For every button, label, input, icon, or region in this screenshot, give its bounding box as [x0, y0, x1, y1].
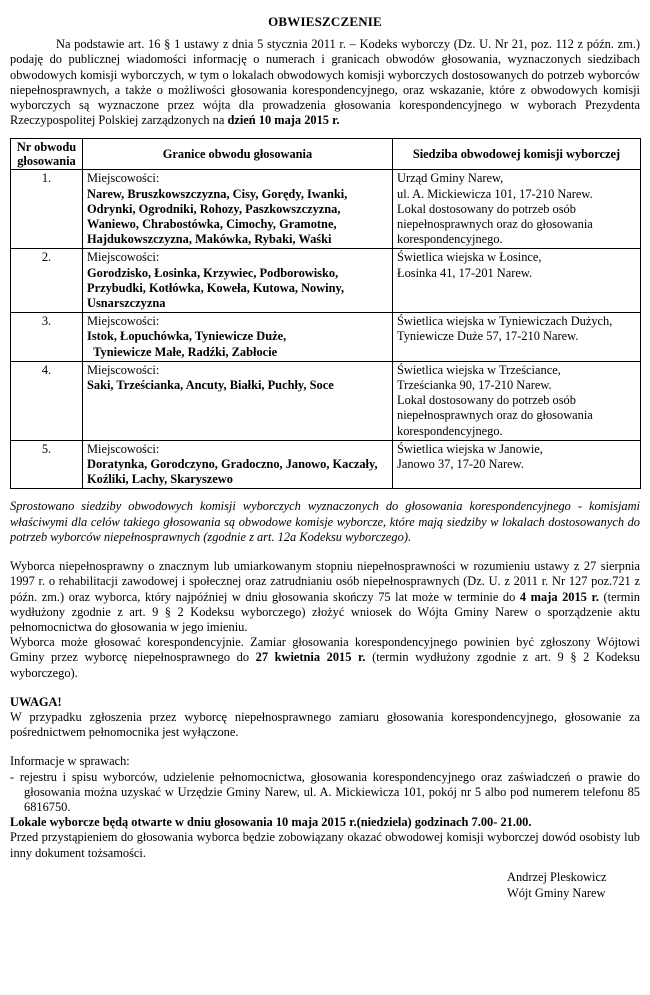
district-seat: Świetlica wiejska w Janowie, Janowo 37, 17-20 Narew.: [393, 440, 641, 489]
table-row: [11, 170, 641, 249]
district-bounds: [83, 170, 393, 249]
table-header-row: [11, 139, 641, 170]
district-number: 5.: [11, 440, 83, 489]
table-row: [11, 313, 641, 362]
district-seat: Świetlica wiejska w Łosince, Łosinka 41, 17-201 Narew.: [393, 249, 641, 313]
district-seat: Świetlica wiejska w Tyniewiczach Dużych, Tyniewicze Duże 57, 17-210 Narew.: [393, 313, 641, 362]
warning-title: UWAGA!: [10, 694, 62, 709]
signature-name: Andrzej Pleskowicz: [507, 869, 607, 884]
district-bounds: [83, 361, 393, 440]
postal-vote-paragraph: [10, 635, 640, 681]
info-heading: Informacje w sprawach:: [10, 754, 130, 769]
district-seat: Urząd Gminy Narew, ul. A. Mickiewicza 101, 17-210 Narew. Lokal dostosowany do potrzeb osób niepełnosprawnych oraz do głosowania korespondencyjnego.: [393, 170, 641, 249]
signature-block: [507, 869, 640, 901]
district-number: 4.: [11, 361, 83, 440]
header-granice: Granice obwodu głosowania: [83, 139, 393, 170]
districts-table: [10, 138, 641, 489]
id-document-notice: Przed przystąpieniem do głosowania wyborca będzie zobowiązany okazać obwodowej komisji wyborczej dowód osobisty lub inny dokument tożsamości.: [10, 830, 640, 860]
proxy-deadline: 4 maja 2015 r.: [519, 589, 599, 604]
table-row: [11, 440, 641, 489]
places-label: Miejscowości:: [87, 441, 160, 456]
places-label: Miejscowości:: [87, 171, 160, 186]
district-bounds: [83, 313, 393, 362]
district-seat: Świetlica wiejska w Trześciance, Trześcianka 90, 17-210 Narew. Lokal dostosowany do potrzeb osób niepełnosprawnych oraz do głosowania korespondencyjnego.: [393, 361, 641, 440]
document-title: OBWIESZCZENIE: [268, 14, 382, 29]
places-list: Gorodzisko, Łosinka, Krzywiec, Podborowisko, Przybudki, Kotłówka, Koweła, Kutowa, Nowiny, Usnarszczyzna: [87, 265, 345, 311]
district-number: 1.: [11, 170, 83, 249]
district-bounds: [83, 440, 393, 489]
intro-text: Na podstawie art. 16 § 1 ustawy z dnia 5 stycznia 2011 r. – Kodeks wyborczy (Dz. U. Nr 21, poz. 112 z późn. zm.) podaję do publicznej wiadomości informację o numerach i granicach obwodów głosowania, wyznaczonych siedzibach obwodowych komisji wyborczych, w tym o lokalach obwodowych komisji wyborczych dostosowanych do potrzeb wyborców niepełnosprawnych, a także o możliwości głosowania korespondencyjnego, oraz wskazanie, które z obwodowych komisji wyborczych są wyznaczone przez wójta dla prowadzenia głosowania korespondencyjnego w wyborach Prezydenta Rzeczypospolitej Polskiej zarządzonych na: [10, 37, 640, 128]
proxy-text-before: Wyborca niepełnosprawny o znacznym lub umiarkowanym stopniu niepełnosprawności w rozumieniu ustawy z 27 sierpnia 1997 r. o rehabilitacji zawodowej i społecznej oraz zatrudnianiu osób niepełnosprawnych (Dz. U. z 2011 r. Nr 127 poz.721 z późn. zm.) oraz wyborca, który najpóźniej w dniu głosowania skończy 75 lat może w terminie do: [10, 559, 640, 604]
postal-text-before: Wyborca może głosować korespondencyjnie. Zamiar głosowania korespondencyjnego powinien być zgłoszony Wójtowi Gminy przez wyborcę niepełnosprawnego do: [10, 635, 640, 665]
table-row: [11, 361, 641, 440]
places-label: Miejscowości:: [87, 250, 160, 265]
header-nr: Nr obwodu głosowania: [11, 139, 83, 170]
district-number: 2.: [11, 249, 83, 313]
table-row: [11, 249, 641, 313]
places-list: Narew, Bruszkowszczyzna, Cisy, Gorędy, Iwanki, Odrynki, Ogrodniki, Rohozy, Paszkowszczyzna, Waniewo, Chrabostówka, Cimochy, Gramotne, Hajdukowszczyzna, Makówka, Rybaki, Waśki: [87, 186, 348, 247]
header-siedziba: Siedziba obwodowej komisji wyborczej: [393, 139, 641, 170]
warning-text: W przypadku zgłoszenia przez wyborcę niepełnosprawnego zamiaru głosowania korespondencyjnego, głosowanie za pośrednictwem pełnomocnika jest wyłączone.: [10, 709, 640, 740]
places-label: Miejscowości:: [87, 362, 160, 377]
places-list: Istok, Łopuchówka, Tyniewicze Duże, Tyniewicze Małe, Radźki, Zabłocie: [87, 329, 287, 359]
signature-role: Wójt Gminy Narew: [507, 885, 606, 900]
places-list: Doratynka, Gorodczyno, Gradoczno, Janowo, Kaczały, Koźliki, Lachy, Skaryszewo: [87, 457, 378, 487]
places-label: Miejscowości:: [87, 314, 160, 329]
correction-notice: Sprostowano siedziby obwodowych komisji wyborczych wyznaczonych do głosowania korespondencyjnego - komisjami właściwymi dla celów takiego głosowania są obwodowe komisje wyborcze, które mają siedziby w lokalach dostosowanych do potrzeb wyborców niepełnosprawnych (zgodnie z art. 12a Kodeksu wyborczego).: [10, 499, 640, 544]
proxy-paragraph: [10, 559, 640, 635]
polling-hours: Lokale wyborcze będą otwarte w dniu głosowania 10 maja 2015 r.(niedziela) godzinach 7.00- 21.00.: [10, 815, 532, 830]
proxy-text-after: (termin wydłużony zgodnie z art. 9 § 2 Kodeksu wyborczego) złożyć wniosek do Wójta Gminy Narew o sporządzenie aktu pełnomocnictwa do głosowania w jego imieniu.: [10, 589, 640, 634]
postal-text-after: (termin wydłużony zgodnie z art. 9 § 2 Kodeksu wyborczego).: [10, 650, 640, 680]
district-number: 3.: [11, 313, 83, 362]
intro-paragraph: [10, 37, 640, 128]
postal-deadline: 27 kwietnia 2015 r.: [255, 650, 366, 665]
district-bounds: [83, 249, 393, 313]
places-list: Saki, Trześcianka, Ancuty, Białki, Puchły, Soce: [87, 378, 334, 393]
info-list-item: - rejestru i spisu wyborców, udzielenie pełnomocnictwa, głosowania korespondencyjnego oraz zaświadczeń o prawie do głosowania można uzyskać w Urzędzie Gminy Narew, ul. A. Mickiewicza 101, pokój nr 5 albo pod numerem telefonu 85 6816750.: [10, 769, 640, 814]
election-date: dzień 10 maja 2015 r.: [227, 113, 340, 128]
